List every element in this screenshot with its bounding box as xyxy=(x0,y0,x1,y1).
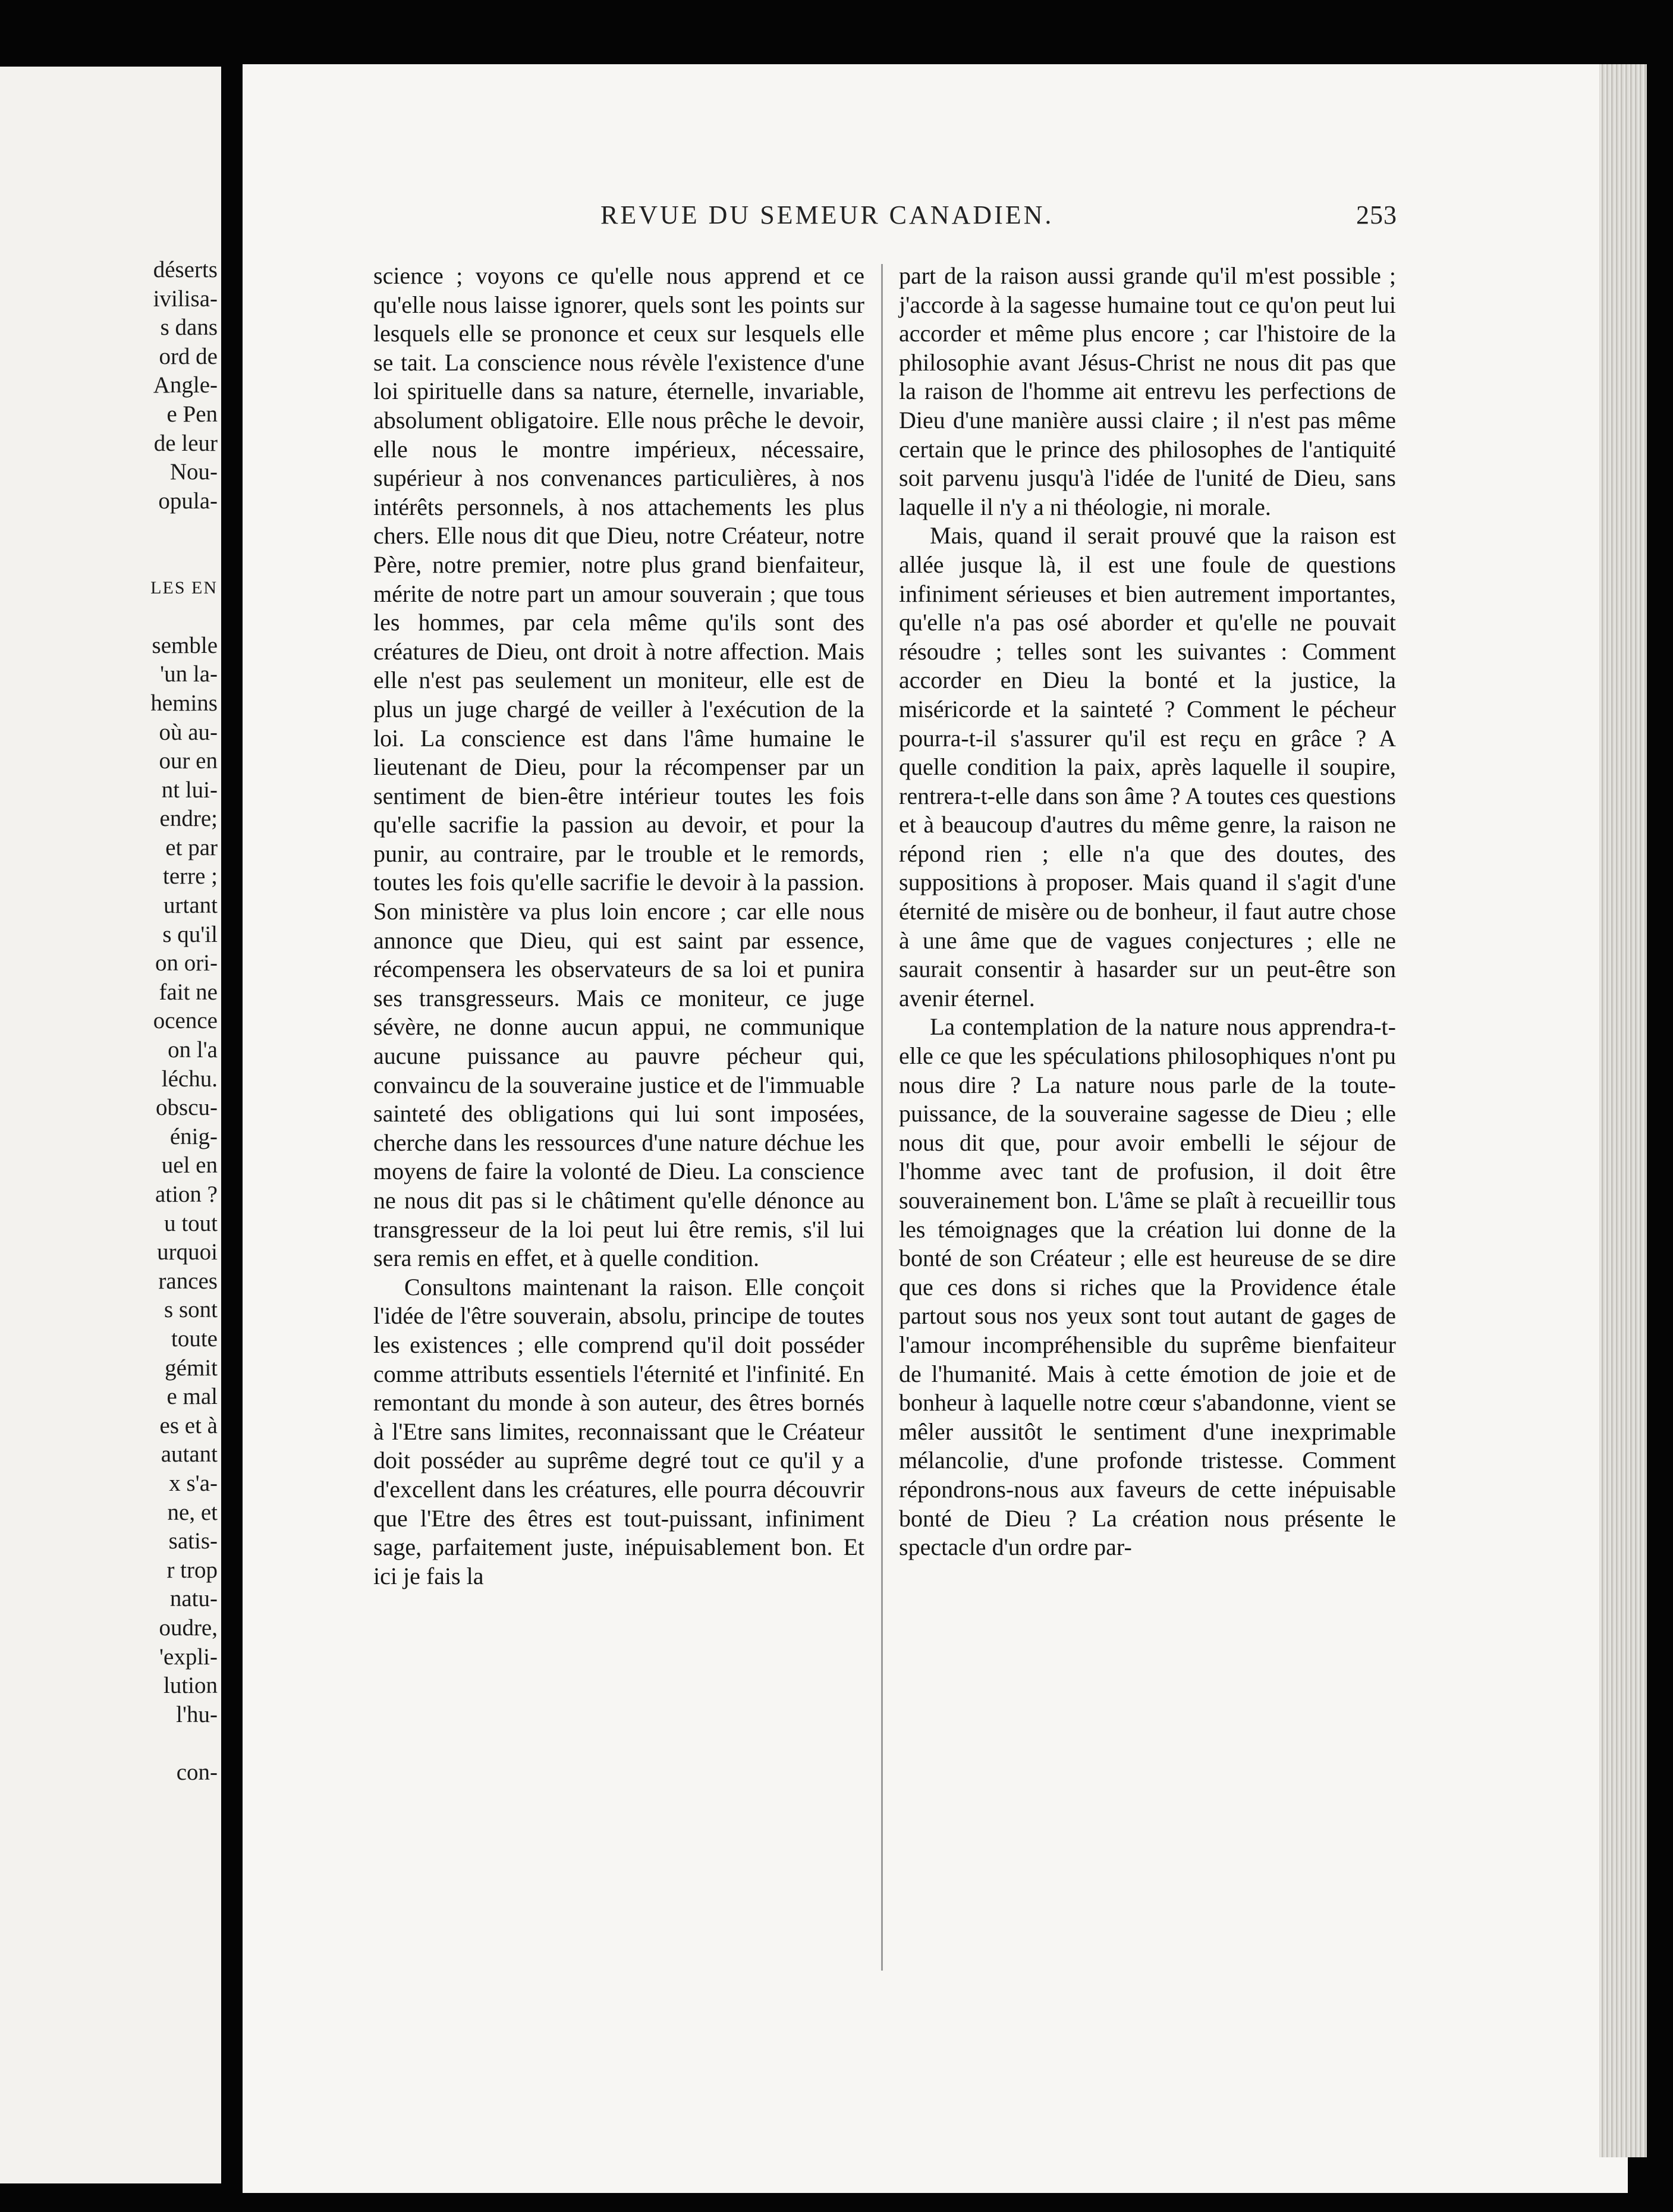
left-line: fait ne xyxy=(159,979,218,1005)
left-line: oudre, xyxy=(159,1614,218,1641)
left-line: opula- xyxy=(158,488,218,514)
left-line: ord de xyxy=(159,343,218,369)
paragraph: La contemplation de la nature nous apprendra-t-elle ce que les spéculations philosophiques n'ont pu nous dire ? La nature nous parle de la toute-puissance, de la souveraine sagesse de Dieu ; elle nous dit que, pour avoir embelli le séjour de l'homme avec tant de profusion, il doit être souverainement bon. L'âme se plaît à recueillir tous les témoignages que la création lui donne de la bonté de son Créateur ; elle est heureuse de se dire que ces dons si riches que la Providence étale partout sous nos yeux sont tout autant de gages de l'amour incompréhensible du suprême bienfaiteur de l'humanité. Mais à cette émotion de joie et de bonheur à laquelle notre cœur s'abandonne, vient se mêler aussitôt le sentiment d'une inexprimable mélancolie, d'une profonde tristesse. Comment répondrons-nous aux faveurs de cette inépuisable bonté de Dieu ? La création nous présente le spectacle d'un ordre par- xyxy=(899,1013,1396,1561)
page-edge xyxy=(1599,64,1647,2157)
left-facing-page xyxy=(0,67,221,2183)
left-line: uel en xyxy=(161,1152,218,1179)
left-line: gémit xyxy=(165,1355,218,1381)
left-line: l'hu- xyxy=(176,1701,218,1727)
left-line: x s'a- xyxy=(169,1470,218,1496)
left-line: rances xyxy=(158,1268,218,1294)
left-line: obscu- xyxy=(156,1095,218,1121)
left-line: natu- xyxy=(169,1586,218,1612)
page-number: 253 xyxy=(1356,200,1397,230)
left-line: nt lui- xyxy=(161,777,218,803)
left-line: 'expli- xyxy=(159,1644,218,1670)
left-line: léchu. xyxy=(161,1066,218,1092)
left-line: déserts xyxy=(153,257,218,282)
left-line: s sont xyxy=(164,1297,218,1323)
left-line: satis- xyxy=(168,1528,218,1554)
paragraph: Mais, quand il serait prouvé que la raison est allée jusque là, il est une foule de questions infiniment sérieuses et bien autrement importantes, qu'elle n'a pas osé aborder et qu'elle ne pouvait résoudre ; telles sont les suivantes : Comment accorder en Dieu la bonté et la justice, la miséricorde et la sainteté ? Comment le pécheur pourra-t-il s'assurer qu'il est reçu en grâce ? A quelle condition la paix, après laquelle il soupire, rentrera-t-elle dans son âme ? A toutes ces questions et à beaucoup d'autres du même genre, la raison ne répond rien ; elle n'a que des doutes, des suppositions à proposer. Mais quand il s'agit d'une éternité de misère ou de bonheur, il faut autre chose à une âme que de vagues conjectures ; elle ne saurait consentir à hasarder sur un peut-être son avenir éternel. xyxy=(899,522,1396,1011)
line-spacer xyxy=(4,1729,218,1758)
left-line: lution xyxy=(163,1673,218,1699)
paragraph: science ; voyons ce qu'elle nous apprend et ce qu'elle nous laisse ignorer, quels sont les points sur lesquels elle se prononce et ceux sur lesquels elle se tait. La conscience nous révèle l'existence d'une loi spirituelle dans sa nature, éternelle, invariable, absolument obligatoire. Elle nous prêche le devoir, elle nous le montre impérieux, nécessaire, supérieur à nos convenances particulières, à nos intérêts personnels, à nos attachements les plus chers. Elle nous dit que Dieu, notre Créateur, notre Père, notre premier, notre plus grand bienfaiteur, mérite de notre part un amour souverain ; que tous les hommes, par cela même qu'ils sont des créatures de Dieu, ont droit à notre affection. Mais elle n'est pas seulement un moniteur, elle est de plus un juge chargé de veiller à l'exécution de la loi. La conscience est dans l'âme humaine le lieutenant de Dieu, pour la récompenser par un sentiment de bien-être intérieur toutes les fois qu'elle sacrifie la passion au devoir, et pour la punir, au contraire, par le trouble et le remords, toutes les fois qu'elle sacrifie le devoir à la passion. Son ministère va plus loin encore ; car elle nous annonce que Dieu, qui est saint par essence, récompensera les observateurs de sa loi et punira ses transgresseurs. Mais ce moniteur, ce juge sévère, ne donne aucun appui, ne communique aucune puissance au pauvre pécheur qui, convaincu de la souveraine justice et de l'immuable sainteté des obligations qui lui sont imposées, cherche dans les ressources d'une nature déchue les moyens de faire la volonté de Dieu. La conscience ne nous dit pas si le châtiment qu'elle dénonce au transgresseur de la loi peut lui être remis, s'il lui sera remis en effet, et à quelle condition. xyxy=(373,262,864,1272)
left-line: u tout xyxy=(164,1210,218,1236)
left-line: e Pen xyxy=(166,401,218,427)
left-line: endre; xyxy=(159,806,218,832)
running-header xyxy=(600,200,1397,235)
line-spacer xyxy=(4,516,218,545)
left-line: on ori- xyxy=(155,950,218,976)
left-line: e mal xyxy=(166,1384,218,1410)
left-line: our en xyxy=(159,748,218,774)
line-spacer xyxy=(4,545,218,574)
paragraph: part de la raison aussi grande qu'il m'est possible ; j'accorde à la sagesse humaine tout ce qu'on peut lui accorder et même plus encore ; car l'histoire de la philosophie avant Jésus-Christ ne nous dit pas que la raison de l'homme ait entrevu les perfections de Dieu d'une manière aussi claire ; il n'est pas même certain que le prince des philosophes de l'antiquité soit parvenu jusqu'à l'idée de l'unité de Dieu, sans laquelle il n'y a ni théologie, ni morale. xyxy=(899,262,1396,520)
left-line: énig- xyxy=(169,1123,218,1149)
left-line: r trop xyxy=(166,1557,218,1583)
left-line: s qu'il xyxy=(162,921,218,947)
left-line: es et à xyxy=(159,1412,218,1438)
left-line: de leur xyxy=(153,430,218,456)
left-page-text xyxy=(4,256,218,1787)
left-line: ation ? xyxy=(155,1182,218,1207)
text-column-left xyxy=(373,262,864,1591)
text-column-right xyxy=(899,262,1396,1562)
left-line: 'un la- xyxy=(160,661,218,687)
left-line: où au- xyxy=(159,719,218,745)
left-line: on l'a xyxy=(168,1037,218,1063)
left-line: terre ; xyxy=(162,863,218,890)
left-line: ne, et xyxy=(167,1499,218,1525)
left-line: ivilisa- xyxy=(153,285,218,312)
left-catchword: con- xyxy=(176,1759,218,1785)
left-line: ocence xyxy=(153,1008,218,1034)
left-line: Nou- xyxy=(169,459,218,485)
left-line: toute xyxy=(171,1325,218,1352)
left-section-heading: LES EN xyxy=(150,577,218,598)
left-line: s dans xyxy=(160,315,218,341)
paragraph: Consultons maintenant la raison. Elle conçoit l'idée de l'être souverain, absolu, principe de toutes les existences ; elle comprend qu'il doit posséder comme attributs essentiels l'éternité et l'infinité. En remontant du monde à son auteur, des êtres bornés à l'Etre sans limites, reconnaissant que le Créateur doit posséder au suprême degré tout ce qu'il y a d'excellent dans les créatures, elle pourra découvrir que l'Etre des êtres est tout-puissant, infiniment sage, parfaitement juste, inépuisablement bon. Et ici je fais la xyxy=(373,1273,864,1589)
line-spacer xyxy=(4,602,218,631)
left-line: urtant xyxy=(163,893,218,919)
left-line: autant xyxy=(161,1441,218,1468)
left-line: semble xyxy=(152,632,218,658)
left-line: Angle- xyxy=(153,372,218,398)
header-title: REVUE DU SEMEUR CANADIEN. xyxy=(600,200,1054,230)
left-line: urquoi xyxy=(157,1239,218,1265)
column-rule xyxy=(881,264,883,1971)
left-line: et par xyxy=(165,834,218,860)
left-line: hemins xyxy=(150,690,218,716)
